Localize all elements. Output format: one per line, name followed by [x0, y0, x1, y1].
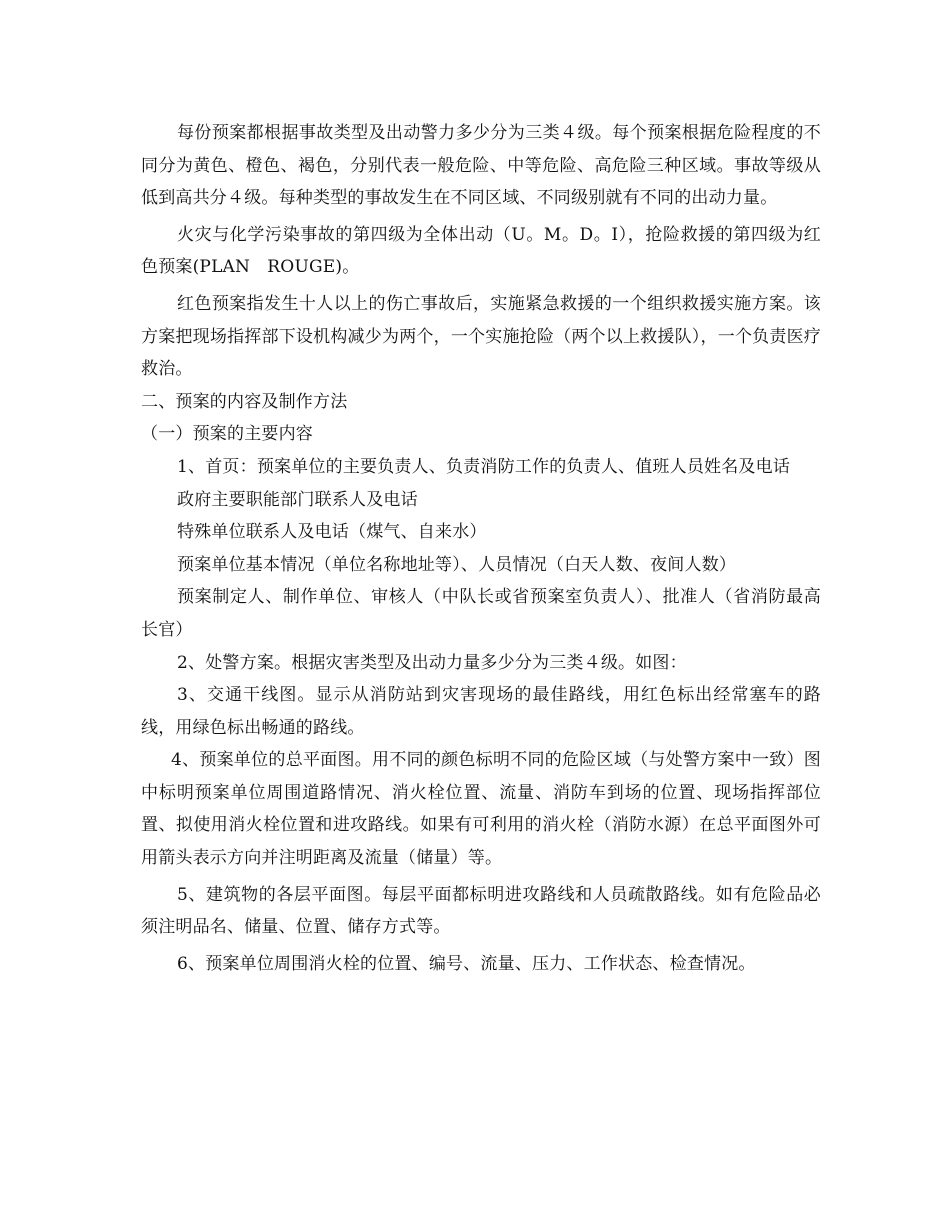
paragraph-item-floor-plans: 5、建筑物的各层平面图。每层平面都标明进攻路线和人员疏散路线。如有危险品必须注明品名、储量、位置、储存方式等。: [141, 884, 821, 938]
paragraph-government-contacts: 政府主要职能部门联系人及电话: [177, 489, 418, 510]
paragraph-item-homepage: 1、首页：预案单位的主要负责人、负责消防工作的负责人、值班人员姓名及电话: [177, 456, 791, 477]
paragraph-item-site-plan: 4、预案单位的总平面图。用不同的颜色标明不同的危险区域（与处警方案中一致）图中标明预案单位周围道路情况、消火栓位置、流量、消防车到场的位置、现场指挥部位置、拟使用消火栓位置和进攻路线。如果有可利用的消火栓（消防水源）在总平面图外可用箭头表示方向并注明距离及流量（储量）等。: [141, 750, 821, 869]
section-heading-plan-content: 二、预案的内容及制作方法: [141, 391, 348, 412]
paragraph-red-plan: 红色预案指发生十人以上的伤亡事故后，实施紧急救援的一个组织救援实施方案。该方案把现场指挥部下设机构减少为两个，一个实施抢险（两个以上救援队），一个负责医疗救治。: [141, 293, 821, 380]
paragraph-special-contacts: 特殊单位联系人及电话（煤气、自来水）: [177, 522, 487, 543]
subsection-heading-main-content: （一）预案的主要内容: [141, 424, 313, 445]
paragraph-plan-makers: 预案制定人、制作单位、审核人（中队长或省预案室负责人）、批准人（省消防最高长官）: [141, 587, 821, 640]
paragraph-unit-basic-info: 预案单位基本情况（单位名称地址等）、人员情况（白天人数、夜间人数）: [177, 554, 737, 575]
paragraph-item-hydrants: 6、预案单位周围消火栓的位置、编号、流量、压力、工作状态、检查情况。: [177, 953, 756, 974]
paragraph-item-response-plan: 2、处警方案。根据灾害类型及出动力量多少分为三类４级。如图：: [177, 652, 687, 673]
paragraph-item-traffic-map: 3、交通干线图。显示从消防站到灾害现场的最佳路线，用红色标出经常塞车的路线，用绿色标出畅通的路线。: [141, 685, 821, 738]
paragraph-fourth-level: 火灾与化学污染事故的第四级为全体出动（U。M。D。I），抢险救援的第四级为红色预案(PLAN ROUGE)。: [141, 224, 821, 278]
paragraph-plan-levels: 每份预案都根据事故类型及出动警力多少分为三类４级。每个预案根据危险程度的不同分为黄色、橙色、褐色，分别代表一般危险、中等危险、高危险三种区域。事故等级从低到高共分４级。每种类型的事故发生在不同区域、不同级别就有不同的出动力量。: [141, 123, 821, 209]
document-body: [141, 117, 821, 980]
